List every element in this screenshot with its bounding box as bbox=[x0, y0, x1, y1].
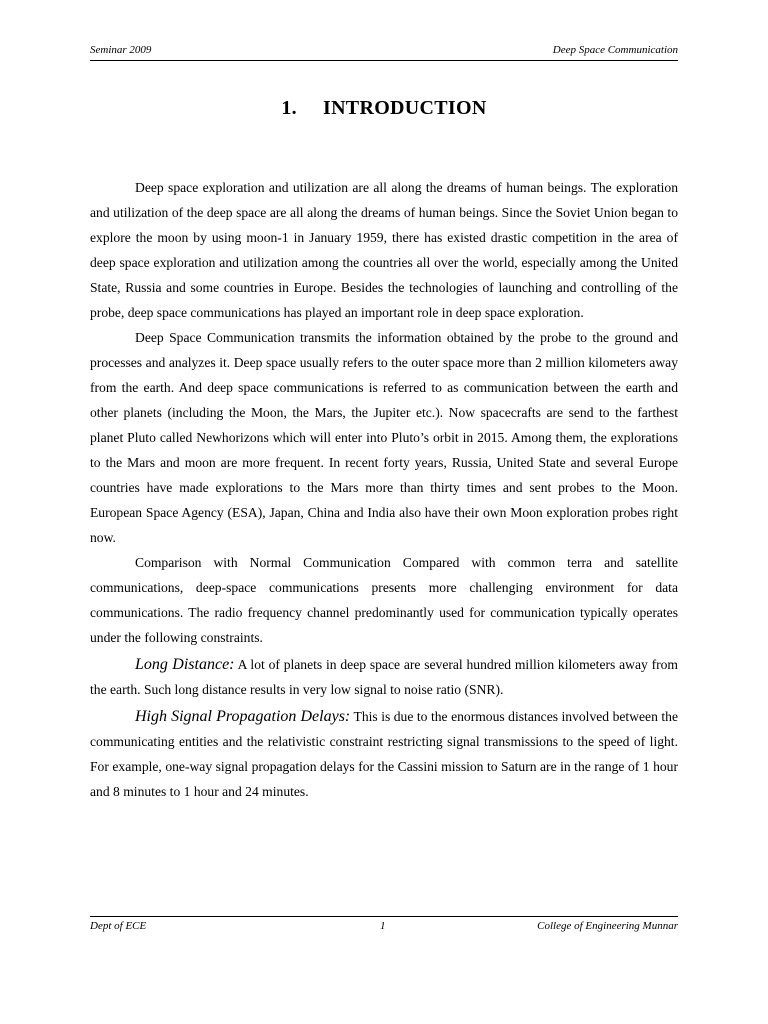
header-seminar-label: Seminar 2009 bbox=[90, 44, 152, 56]
page-footer bbox=[90, 916, 678, 935]
section-heading: INTRODUCTION bbox=[322, 97, 487, 119]
constraint-propagation-delays bbox=[90, 704, 678, 804]
constraint-description: A lot of planets in deep space are several hundred million kilometers away from the earth. Such long distance results in very low signal to noise ratio (SNR). bbox=[90, 657, 679, 697]
paragraph-intro: Deep space exploration and utilization are all along the dreams of human beings. The exploration and utilization of the deep space are all along the dreams of human beings. Since the Soviet Union began to explore the moon by using moon-1 in January 1959, there has existed drastic competition in the area of deep space exploration and utilization among the countries all over the world, especially among the United State, Russia and some countries in Europe. Besides the technologies of launching and controlling of the probe, deep space communications has played an important role in deep space exploration. bbox=[90, 180, 678, 320]
document-body bbox=[90, 175, 678, 804]
section-title bbox=[0, 97, 768, 120]
footer-department: Dept of ECE bbox=[90, 920, 147, 932]
footer-college: College of Engineering Munnar bbox=[537, 920, 678, 932]
constraint-term: High Signal Propagation Delays: bbox=[135, 708, 351, 725]
paragraph-comparison: Comparison with Normal Communication Compared with common terra and satellite communications, deep-space communications presents more challenging environment for data communications. The radio frequency channel predominantly used for communication typically operates under the following constraints. bbox=[90, 555, 678, 645]
page-number: 1 bbox=[380, 920, 386, 932]
header-document-title: Deep Space Communication bbox=[552, 44, 678, 56]
constraint-term: Long Distance: bbox=[135, 656, 235, 673]
constraint-description: This is due to the enormous distances involved between the communicating entities and the relativistic constraint restricting signal transmissions to the speed of light. For example, one-way signal propagation delays for the Cassini mission to Saturn are in the range of 1 hour and 8 minutes to 1 hour and 24 minutes. bbox=[90, 709, 678, 799]
paragraph-deep-space-communication: Deep Space Communication transmits the information obtained by the probe to the ground and processes and analyzes it. Deep space usually refers to the outer space more than 2 million kilometers away from the earth. And deep space communications is referred to as communication between the earth and other planets (including the Moon, the Mars, the Jupiter etc.). Now spacecrafts are send to the farthest planet Pluto called Newhorizons which will enter into Pluto’s orbit in 2015. Among them, the explorations to the Mars and moon are more frequent. In recent forty years, Russia, United State and several Europe countries have made explorations to the Mars more than thirty times and sent probes to the Moon. European Space Agency (ESA), Japan, China and India also have their own Moon exploration probes right now. bbox=[90, 330, 678, 545]
constraint-long-distance bbox=[90, 652, 678, 702]
page-header bbox=[90, 44, 678, 61]
section-number: 1. bbox=[281, 97, 297, 119]
